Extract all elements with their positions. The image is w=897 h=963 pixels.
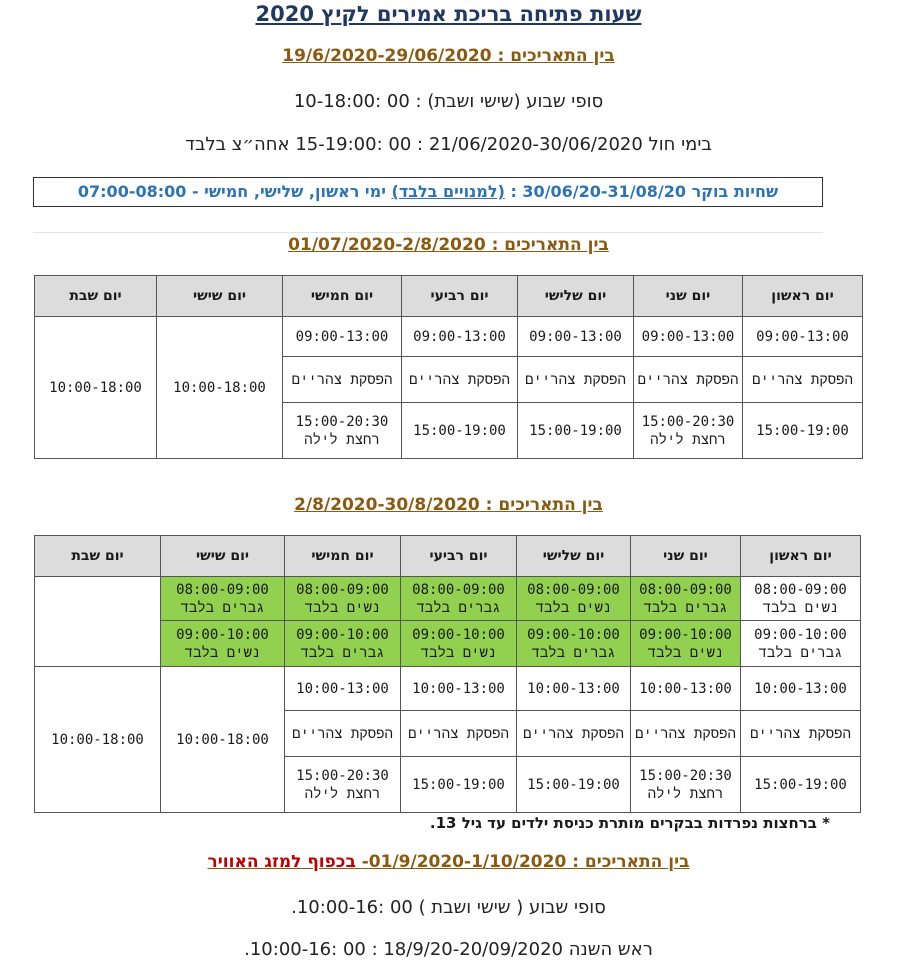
evening-hours-cell: 15:00-19:00	[517, 757, 631, 813]
break-cell: הפסקת צהריים	[402, 357, 518, 403]
break-cell: הפסקת צהריים	[285, 711, 401, 757]
date-range-september	[0, 852, 897, 872]
day-header: יום ראשון	[741, 536, 861, 577]
evening-hours-cell: 15:00-20:30 רחצת לילה	[634, 403, 743, 459]
day-header: יום שישי	[157, 276, 283, 317]
table-row	[35, 577, 861, 621]
page-title: שעות פתיחה בריכת אמירים לקיץ 2020	[255, 2, 642, 26]
break-cell: הפסקת צהריים	[634, 357, 743, 403]
break-cell: הפסקת צהריים	[743, 357, 863, 403]
day-header: יום חמישי	[285, 536, 401, 577]
break-cell: הפסקת צהריים	[741, 711, 861, 757]
day-header: יום שבת	[35, 536, 161, 577]
date-range-june: בין התאריכים : 19/6/2020-29/06/2020	[282, 46, 615, 66]
separate-swim-cell: 08:00-09:00 גברים בלבד	[161, 577, 285, 621]
weekend-hours-september: סופי שבוע ( שישי ושבת ) 00 :10:00-16.	[291, 897, 606, 918]
morning-swim-prefix: שחיות בוקר 30/06/20-31/08/20 :	[510, 182, 779, 201]
midday-hours-cell: 10:00-13:00	[401, 667, 517, 711]
day-header: יום שישי	[161, 536, 285, 577]
children-note: * ברחצות נפרדות בבקרים מותרת כניסת ילדים עד גיל 13.	[429, 814, 830, 832]
day-header: יום שבת	[35, 276, 157, 317]
morning-hours-cell: 09:00-13:00	[402, 317, 518, 357]
table-row	[35, 667, 861, 711]
day-header: יום שלישי	[517, 536, 631, 577]
friday-hours-cell: 10:00-18:00	[157, 317, 283, 459]
schedule-table-july	[34, 275, 863, 459]
separate-swim-cell: 09:00-10:00 נשים בלבד	[631, 621, 741, 667]
separate-swim-cell: 09:00-10:00 נשים בלבד	[401, 621, 517, 667]
morning-hours-cell: 09:00-13:00	[634, 317, 743, 357]
break-cell: הפסקת צהריים	[283, 357, 402, 403]
saturday-morning-cell	[35, 577, 161, 667]
evening-hours-cell: 15:00-19:00	[741, 757, 861, 813]
divider	[33, 232, 823, 233]
separate-swim-cell: 08:00-09:00 נשים בלבד	[741, 577, 861, 621]
morning-hours-cell: 09:00-13:00	[518, 317, 634, 357]
break-cell: הפסקת צהריים	[401, 711, 517, 757]
header-row	[35, 276, 863, 317]
break-cell: הפסקת צהריים	[631, 711, 741, 757]
evening-hours-cell: 15:00-20:30 רחצת לילה	[285, 757, 401, 813]
evening-hours-cell: 15:00-20:30 רחצת לילה	[283, 403, 402, 459]
evening-hours-cell: 15:00-19:00	[518, 403, 634, 459]
morning-hours-cell: 09:00-13:00	[283, 317, 402, 357]
saturday-hours-cell: 10:00-18:00	[35, 667, 161, 813]
weekday-hours-june: בימי חול 21/06/2020-30/06/2020 : 00 :15-19:00 אחה״צ בלבד	[185, 134, 712, 155]
separate-swim-cell: 08:00-09:00 גברים בלבד	[401, 577, 517, 621]
day-header: יום ראשון	[743, 276, 863, 317]
midday-hours-cell: 10:00-13:00	[517, 667, 631, 711]
midday-hours-cell: 10:00-13:00	[631, 667, 741, 711]
day-header: יום שני	[634, 276, 743, 317]
day-header: יום שלישי	[518, 276, 634, 317]
separate-swim-cell: 09:00-10:00 נשים בלבד	[161, 621, 285, 667]
rosh-hashana-hours: ראש השנה 18/9/20-20/09/2020 : 00 :10:00-16.	[244, 939, 653, 960]
midday-hours-cell: 10:00-13:00	[285, 667, 401, 711]
table-row	[35, 317, 863, 357]
day-header: יום רביעי	[402, 276, 518, 317]
friday-hours-cell: 10:00-18:00	[161, 667, 285, 813]
evening-hours-cell: 15:00-19:00	[402, 403, 518, 459]
day-header: יום רביעי	[401, 536, 517, 577]
break-cell: הפסקת צהריים	[518, 357, 634, 403]
evening-hours-cell: 15:00-19:00	[743, 403, 863, 459]
day-header: יום חמישי	[283, 276, 402, 317]
day-header: יום שני	[631, 536, 741, 577]
schedule-table-august	[34, 535, 861, 813]
date-range-september-dates: בין התאריכים : 01/9/2020-1/10/2020-	[361, 852, 690, 872]
saturday-hours-cell: 10:00-18:00	[35, 317, 157, 459]
break-cell: הפסקת צהריים	[517, 711, 631, 757]
morning-swim-suffix: ימי ראשון, שלישי, חמישי - 07:00-08:00	[77, 182, 386, 201]
morning-hours-cell: 09:00-13:00	[743, 317, 863, 357]
separate-swim-cell: 09:00-10:00 גברים בלבד	[285, 621, 401, 667]
separate-swim-cell: 09:00-10:00 גברים בלבד	[741, 621, 861, 667]
separate-swim-cell: 08:00-09:00 גברים בלבד	[631, 577, 741, 621]
date-range-august: בין התאריכים : 2/8/2020-30/8/2020	[294, 495, 603, 515]
separate-swim-cell: 09:00-10:00 גברים בלבד	[517, 621, 631, 667]
evening-hours-cell: 15:00-20:30 רחצת לילה	[631, 757, 741, 813]
separate-swim-cell: 08:00-09:00 נשים בלבד	[517, 577, 631, 621]
header-row	[35, 536, 861, 577]
date-range-july: בין התאריכים : 01/07/2020-2/8/2020	[288, 235, 609, 255]
weekend-hours-june: סופי שבוע (שישי ושבת) : 00 :10-18:00	[293, 91, 604, 112]
morning-swim-members: (למנויים בלבד)	[391, 182, 505, 201]
weather-condition: בכפוף למזג האוויר	[207, 852, 356, 872]
midday-hours-cell: 10:00-13:00	[741, 667, 861, 711]
morning-swim-box	[33, 177, 823, 207]
evening-hours-cell: 15:00-19:00	[401, 757, 517, 813]
separate-swim-cell: 08:00-09:00 נשים בלבד	[285, 577, 401, 621]
